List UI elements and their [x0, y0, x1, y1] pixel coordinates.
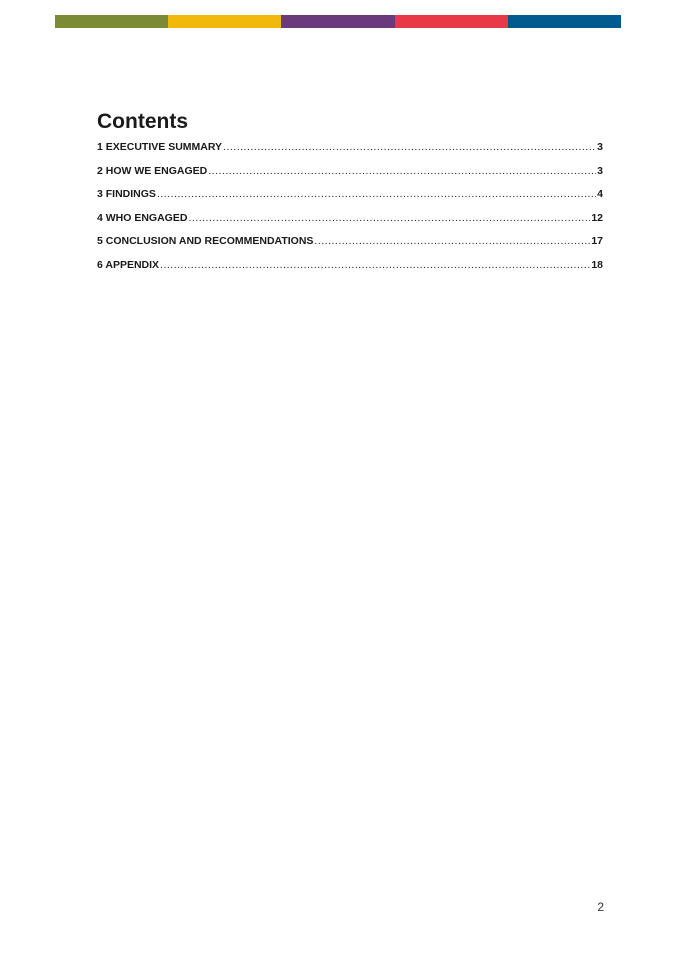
toc-entry-page: 12	[591, 211, 603, 224]
toc-leader-dots	[188, 212, 590, 224]
toc-entry-label: 6 APPENDIX	[97, 258, 160, 271]
toc-entry-label: 2 HOW WE ENGAGED	[97, 164, 208, 177]
toc-leader-dots	[208, 165, 596, 177]
toc-entry[interactable]	[97, 165, 603, 189]
toc-entry-page: 17	[591, 235, 603, 247]
toc-title: Contents	[97, 110, 188, 133]
table-of-contents	[97, 109, 603, 282]
toc-entry-label: 5 CONCLUSION AND RECOMMENDATIONS	[97, 235, 314, 247]
toc-entry-page: 4	[597, 188, 603, 200]
toc-entry-page: 3	[597, 164, 603, 177]
toc-entry[interactable]	[97, 212, 603, 236]
toc-leader-dots	[157, 188, 596, 200]
toc-list	[97, 141, 603, 282]
color-bar-segment-red	[395, 15, 508, 28]
toc-leader-dots	[223, 141, 596, 153]
toc-entry-page: 18	[591, 258, 603, 271]
toc-leader-dots	[160, 259, 590, 271]
toc-entry-page: 3	[597, 141, 603, 153]
toc-entry[interactable]	[97, 188, 603, 212]
color-bar-segment-blue	[508, 15, 621, 28]
toc-entry-label: 1 EXECUTIVE SUMMARY	[97, 141, 223, 153]
color-bar-segment-yellow	[168, 15, 281, 28]
toc-entry[interactable]	[97, 235, 603, 259]
page-number: 2	[597, 900, 604, 914]
color-bar-segment-green	[55, 15, 168, 28]
color-bar-segment-purple	[281, 15, 394, 28]
toc-entry[interactable]	[97, 259, 603, 283]
header-color-bar	[55, 15, 621, 28]
toc-entry-label: 3 FINDINGS	[97, 188, 156, 200]
toc-leader-dots	[314, 235, 590, 247]
toc-entry[interactable]	[97, 141, 603, 165]
toc-entry-label: 4 WHO ENGAGED	[97, 211, 188, 224]
